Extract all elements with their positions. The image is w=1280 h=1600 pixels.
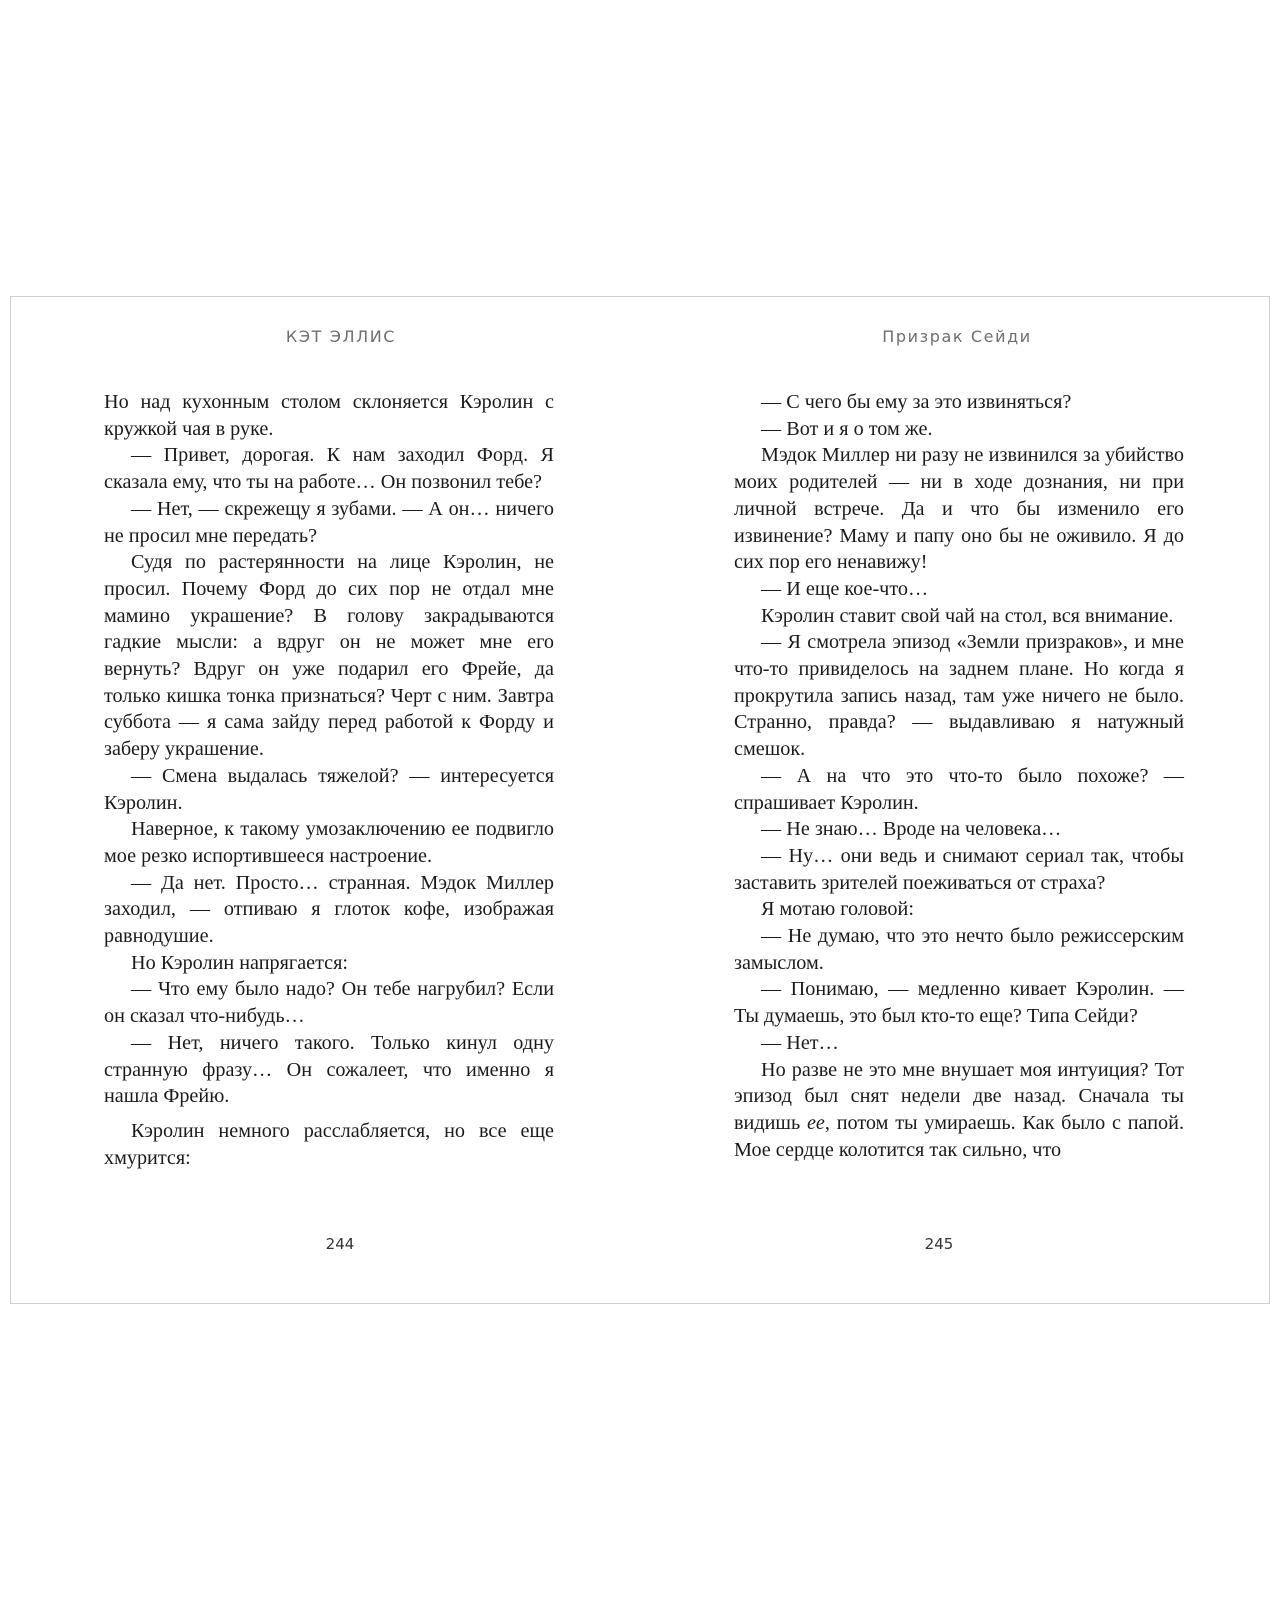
paragraph: — Что ему было надо? Он тебе нагрубил? Если он сказал что-нибудь… <box>104 978 554 1028</box>
paragraph: — С чего бы ему за это извиняться? <box>761 391 1072 413</box>
paragraph: Мэдок Миллер ни разу не извинился за убийство моих родителей — ни в ходе дознания, ни при личной встрече. Да и что бы изменило его извинение? Маму и папу оно бы не оживило. Я до сих пор его ненавижу! <box>734 444 1184 574</box>
page-number-right: 245 <box>924 1235 954 1253</box>
right-page-body <box>734 389 1184 1163</box>
paragraph: — Не знаю… Вроде на человека… <box>761 818 1062 841</box>
book-spread <box>10 296 1270 1304</box>
paragraph: — Нет… <box>761 1031 839 1054</box>
text-segment: , потом ты умираешь. Как было с папой. Мое сердце колотится так сильно, что <box>734 1111 1184 1161</box>
paragraph: — Нет, — скрежещу я зубами. — А он… ничего не просил мне передать? <box>104 497 554 547</box>
paragraph: — Ну… они ведь и снимают сериал так, чтобы заставить зрителей поеживаться от страха? <box>734 844 1184 894</box>
paragraph: — Нет, ничего такого. Только кинул одну странную фразу… Он сожалеет, что именно я нашла Фрейю. <box>104 1031 554 1108</box>
paragraph: — Вот и я о том же. <box>761 417 933 440</box>
right-page <box>641 297 1271 1303</box>
left-page-body <box>104 389 554 1171</box>
paragraph: — А на что это что-то было похоже? — спрашивает Кэролин. <box>734 764 1184 814</box>
running-head-author: КЭТ ЭЛЛИС <box>285 327 397 346</box>
paragraph: Судя по растерянности на лице Кэролин, не просил. Почему Форд до сих пор не отдал мне мамино украшение? В голову закрадываются гадкие мысли: а вдруг он не может мне его вернуть? Вдруг он уже подарил его Фрейе, да только кишка тонка признаться? Черт с ним. Завтра суббота — я сама зайду перед работой к Форду и заберу украшение. <box>104 551 554 761</box>
italic-word: ее <box>806 1111 825 1134</box>
left-page <box>11 297 641 1303</box>
paragraph: — И еще кое-что… <box>761 577 929 600</box>
paragraph: Кэролин ставит свой чай на стол, вся внимание. <box>761 604 1174 627</box>
paragraph: — Понимаю, — медленно кивает Кэролин. — Ты думаешь, это был кто-то еще? Типа Сейди? <box>734 978 1184 1028</box>
paragraph: Но Кэролин напрягается: <box>131 951 349 974</box>
paragraph: — Смена выдалась тяжелой? — интересуется Кэролин. <box>104 764 554 814</box>
paragraph: Но над кухонным столом склоняется Кэролин с кружкой чая в руке. <box>104 391 554 440</box>
running-head-title: Призрак Сейди <box>882 327 1032 346</box>
paragraph: Наверное, к такому умозаключению ее подвигло мое резко испортившееся настроение. <box>104 818 554 867</box>
paragraph: Я мотаю головой: <box>761 898 914 921</box>
paragraph: Кэролин немного расслабляется, но все еще хмурится: <box>104 1119 554 1169</box>
paragraph: — Не думаю, что это нечто было режиссерским замыслом. <box>734 925 1184 974</box>
paragraph: — Да нет. Просто… странная. Мэдок Миллер заходил, — отпиваю я глоток кофе, изображая равнодушие. <box>104 871 554 948</box>
paragraph-with-italic <box>734 1057 1184 1164</box>
paragraph: — Привет, дорогая. К нам заходил Форд. Я сказала ему, что ты на работе… Он позвонил тебе? <box>104 444 554 494</box>
text-segment: Но разве не это мне внушает моя интуиция? Тот эпизод был снят недели две назад. Сначала ты видишь <box>734 1058 1184 1134</box>
page-number-left: 244 <box>325 1235 355 1253</box>
paragraph: — Я смотрела эпизод «Земли призраков», и мне что-то привиделось на заднем плане. Но когда я прокрутила запись назад, там уже ничего не было. Странно, правда? — выдавливаю я натужный смешок. <box>734 631 1184 761</box>
